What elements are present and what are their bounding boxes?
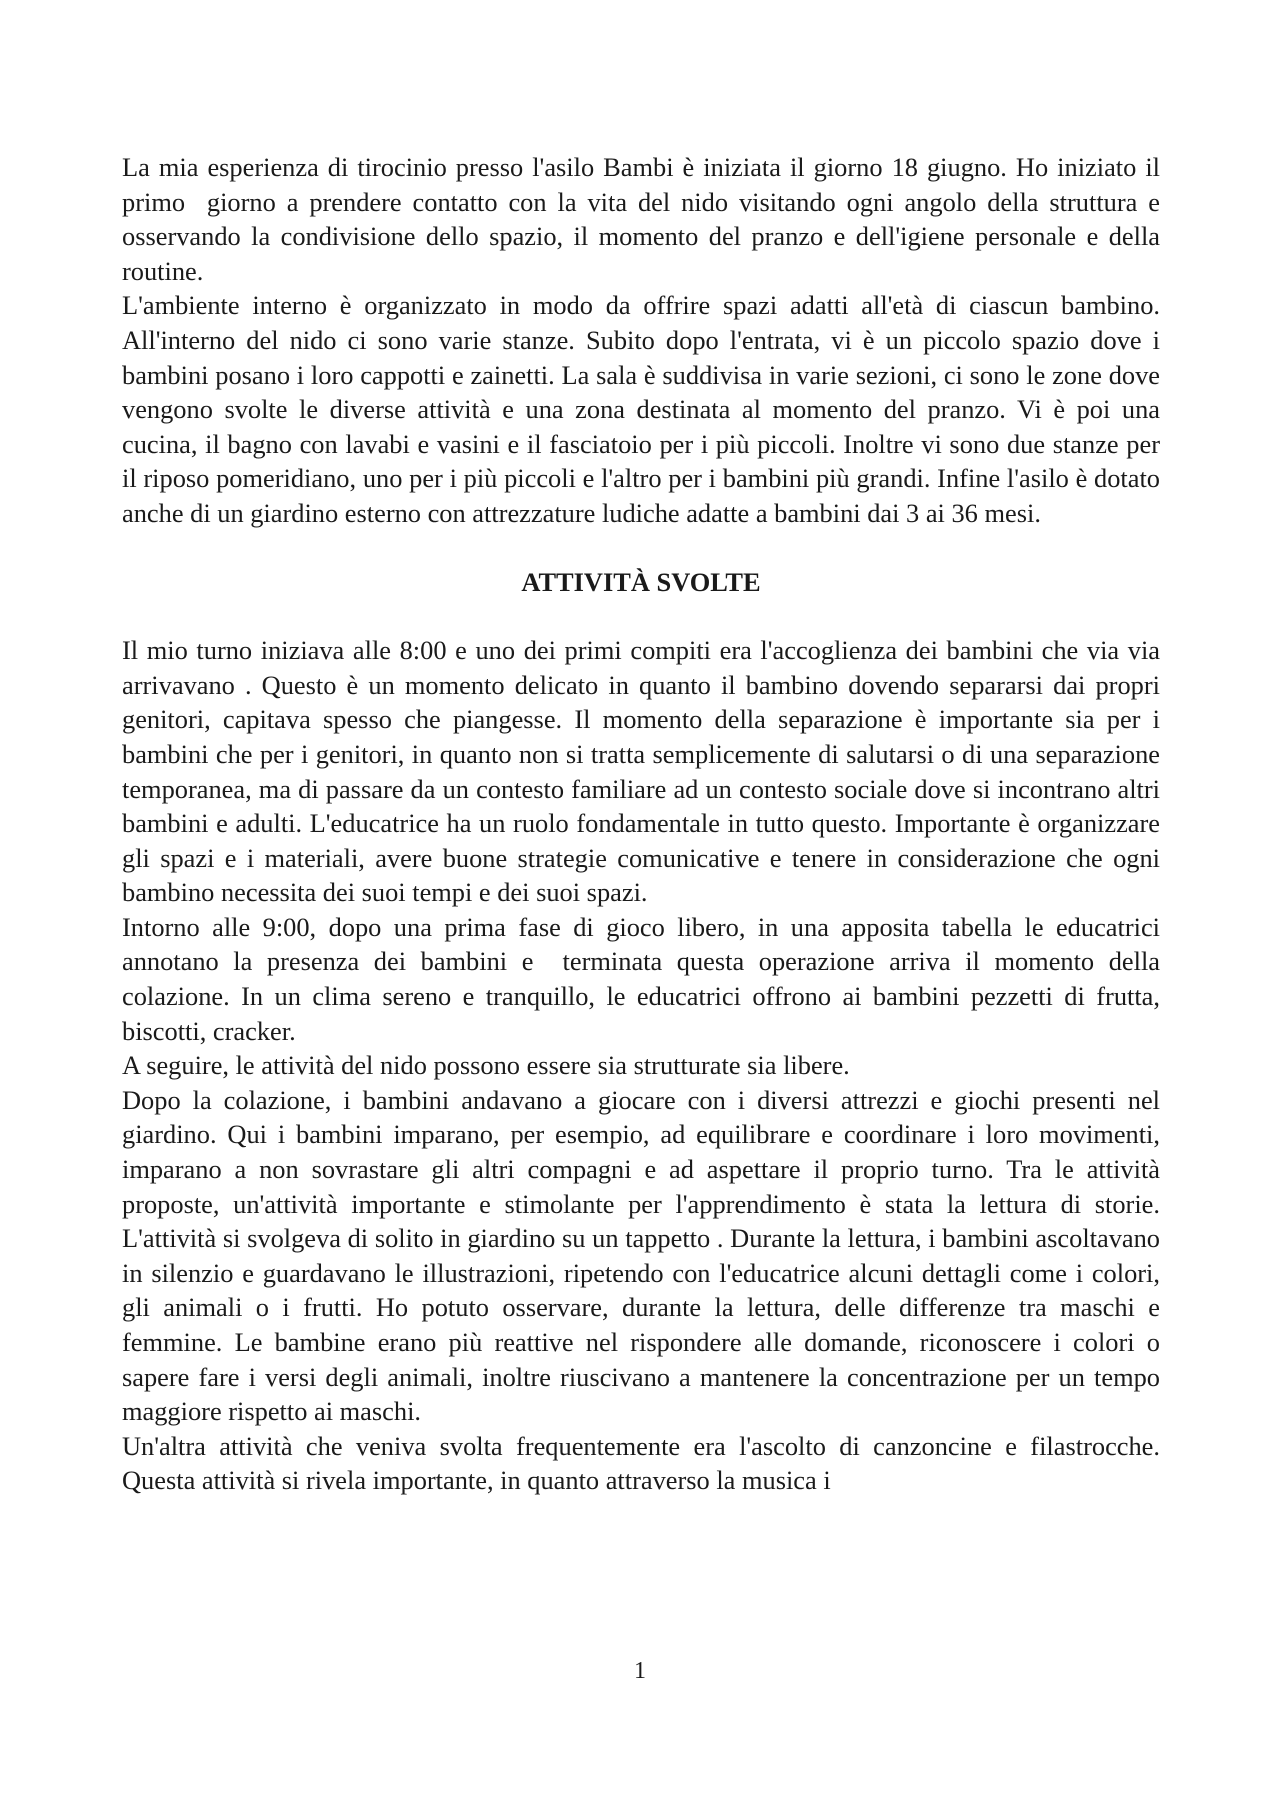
paragraph-activities-intro: A seguire, le attività del nido possono essere sia strutturate sia libere. (122, 1050, 850, 1081)
paragraph-environment: L'ambiente interno è organizzato in modo da offrire spazi adatti all'età di ciascun bambino. All'interno del nido ci sono varie stanze. Subito dopo l'entrata, vi è un piccolo spazio dove i bambini posano i loro cappotti e zainetti. La sala è suddivisa in varie sezioni, ci sono le zone dove vengono svolte le diverse attività e una zona destinata al momento del pranzo. Vi è poi una cucina, il bagno con lavabi e vasini e il fasciatoio per i più piccoli. Inoltre vi sono due stanze per il riposo pomeridiano, uno per i più piccoli e l'altro per i bambini più grandi. Infine l'asilo è dotato anche di un giardino esterno con attrezzature ludiche adatte a bambini dai 3 ai 36 mesi. (122, 290, 1167, 528)
page-number: 1 (634, 1658, 646, 1684)
paragraph-music: Un'altra attività che veniva svolta frequentemente era l'ascolto di canzoncine e filastrocche. Questa attività si rivela importante, in quanto attraverso la musica i (122, 1430, 1167, 1496)
paragraph-garden-reading: Dopo la colazione, i bambini andavano a giocare con i diversi attrezzi e giochi presenti nel giardino. Qui i bambini imparano, per esempio, ad equilibrare e coordinare i loro movimenti, imparano a non sovrastare gli altri compagni e ad aspettare il proprio turno. Tra le attività proposte, un'attività importante e stimolante per l'apprendimento è stata la lettura di storie. L'attività si svolgeva di solito in giardino su un tappetto . Durante la lettura, i bambini ascoltavano in silenzio e guardavano le illustrazioni, ripetendo con l'educatrice alcuni dettagli come i colori, gli animali o i frutti. Ho potuto osservare, durante la lettura, delle differenze tra maschi e femmine. Le bambine erano più reattive nel rispondere alle domande, riconoscere i colori o sapere fare i versi degli animali, inoltre riuscivano a mantenere la concentrazione per un tempo maggiore rispetto ai maschi. (122, 1084, 1167, 1427)
paragraph-breakfast: Intorno alle 9:00, dopo una prima fase di gioco libero, in una apposita tabella le educatrici annotano la presenza dei bambini e terminata questa operazione arriva il momento della colazione. In un clima sereno e tranquillo, le educatrici offrono ai bambini pezzetti di frutta, biscotti, cracker. (122, 911, 1167, 1046)
document-body (122, 150, 1167, 1498)
section-heading: ATTIVITÀ SVOLTE (521, 566, 761, 597)
paragraph-arrival: Il mio turno iniziava alle 8:00 e uno dei primi compiti era l'accoglienza dei bambini che via via arrivavano . Questo è un momento delicato in quanto il bambino dovendo separarsi dai propri genitori, capitava spesso che piangesse. Il momento della separazione è importante sia per i bambini che per i genitori, in quanto non si tratta semplicemente di salutarsi o di una separazione temporanea, ma di passare da un contesto familiare ad un contesto sociale dove si incontrano altri bambini e adulti. L'educatrice ha un ruolo fondamentale in tutto questo. Importante è organizzare gli spazi e i materiali, avere buone strategie comunicative e tenere in considerazione che ogni bambino necessita dei suoi tempi e dei suoi spazi. (122, 635, 1167, 908)
paragraph-intro: La mia esperienza di tirocinio presso l'asilo Bambi è iniziata il giorno 18 giugno. Ho iniziato il primo giorno a prendere contatto con la vita del nido visitando ogni angolo della struttura e osservando la condivisione dello spazio, il momento del pranzo e dell'igiene personale e della routine. (122, 152, 1167, 286)
